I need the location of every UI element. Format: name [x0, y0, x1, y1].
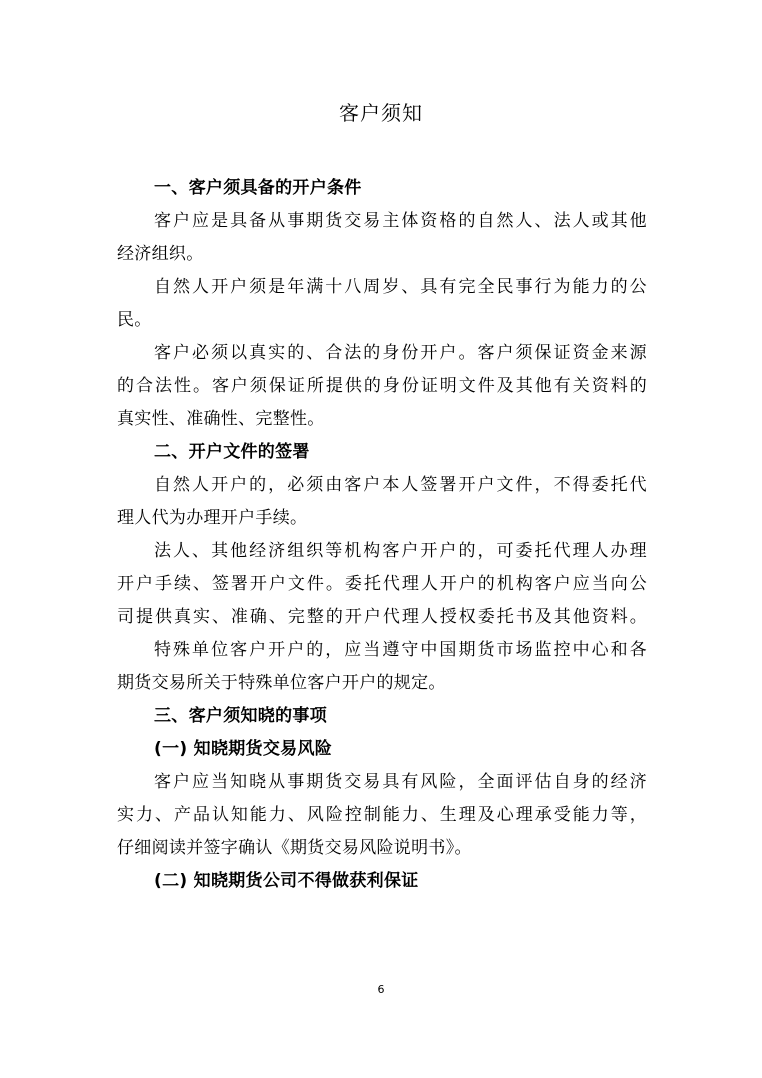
paragraph-line: 实力、产品认知能力、风险控制能力、生理及心理承受能力等， [117, 805, 647, 825]
document-title: 客户须知 [339, 101, 423, 125]
paragraph-line: 法人、其他经济组织等机构客户开户的，可委托代理人办理 [154, 541, 647, 561]
paragraph-line: 民。 [117, 310, 152, 330]
page-number: 6 [377, 983, 385, 996]
paragraph-line: 理人代为办理开户手续。 [117, 508, 308, 528]
paragraph-line: 客户应当知晓从事期货交易具有风险，全面评估自身的经济 [154, 772, 647, 792]
paragraph-line: 开户手续、签署开户文件。委托代理人开户的机构客户应当向公 [117, 574, 647, 594]
paragraph-line: 客户必须以真实的、合法的身份开户。客户须保证资金来源 [154, 343, 647, 363]
paragraph-line: 自然人开户须是年满十八周岁、具有完全民事行为能力的公 [154, 277, 647, 297]
section-heading: 一、客户须具备的开户条件 [154, 178, 362, 198]
paragraph-line: 客户应是具备从事期货交易主体资格的自然人、法人或其他 [154, 211, 647, 231]
section-heading: (二) 知晓期货公司不得做获利保证 [154, 871, 419, 891]
paragraph-line: 期货交易所关于特殊单位客户开户的规定。 [117, 673, 446, 693]
paragraph-line: 的合法性。客户须保证所提供的身份证明文件及其他有关资料的 [117, 376, 647, 396]
document-body [117, 172, 647, 898]
paragraph-line: 特殊单位客户开户的，应当遵守中国期货市场监控中心和各 [154, 640, 647, 660]
paragraph-line: 仔细阅读并签字确认《期货交易风险说明书》。 [117, 838, 472, 858]
paragraph-line: 经济组织。 [117, 244, 204, 264]
paragraph-line: 真实性、准确性、完整性。 [117, 409, 325, 429]
paragraph-line: 自然人开户的，必须由客户本人签署开户文件，不得委托代 [154, 475, 647, 495]
section-heading: 三、客户须知晓的事项 [154, 706, 327, 726]
section-heading: (一) 知晓期货交易风险 [154, 739, 333, 759]
section-heading: 二、开户文件的签署 [154, 442, 310, 462]
paragraph-line: 司提供真实、准确、完整的开户代理人授权委托书及其他资料。 [117, 607, 647, 627]
